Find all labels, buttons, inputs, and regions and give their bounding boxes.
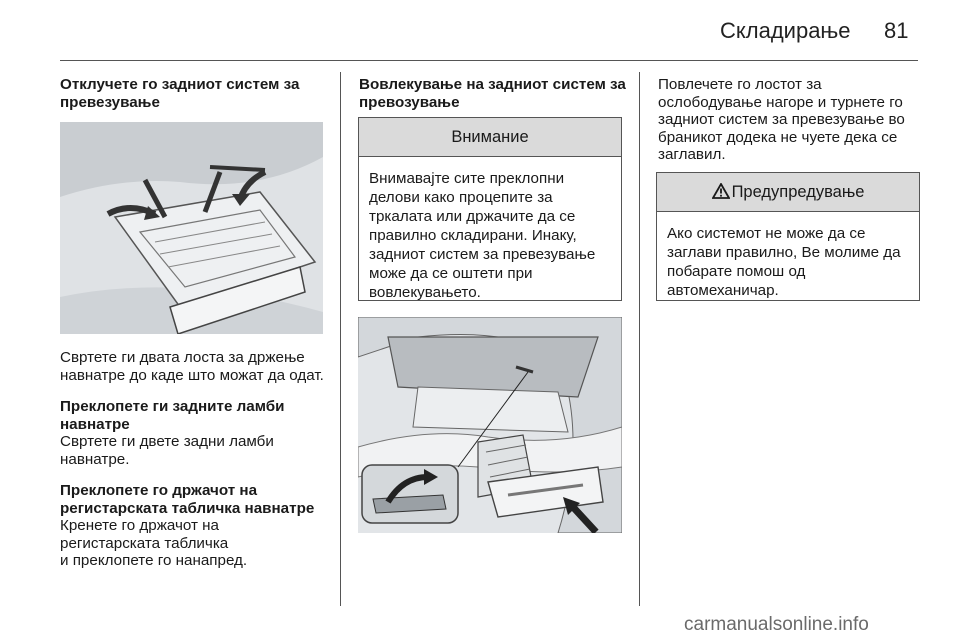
step-plate-holder-text-3: и преклопете го нанапред. — [60, 552, 248, 569]
notice-text: Внимавајте сите преклопни делови како процепите за тркалата или држачите да се правилно складирани. Инаку, задниот систем за превезување може да се оштети при вовлекувањето. — [369, 170, 596, 301]
column-divider-1 — [340, 72, 341, 606]
column-divider-2 — [639, 72, 640, 606]
step-plate-holder-title: Преклопете го држачот на регистарската табличка навнатре — [60, 482, 315, 517]
figure-carrier-levers — [60, 122, 323, 334]
warning-title: Предупредување — [731, 183, 865, 201]
step-plate-holder-text-1: Кренете го држачот на — [60, 517, 220, 534]
column-1 — [60, 76, 330, 111]
step-plate-holder-text-2: регистарската табличка — [60, 534, 229, 552]
column-1-text — [60, 349, 332, 570]
caption-unlock: Свртете ги двата лоста за држење навнатре до каде што можат да одат. — [60, 349, 324, 384]
carrier-retract-illustration — [358, 317, 622, 533]
section-heading-retract: Вовлекување на задниот систем за превозување — [359, 76, 626, 111]
column-3 — [658, 76, 920, 164]
page-title: Складирање — [720, 18, 851, 43]
warning-box — [656, 172, 920, 301]
warning-triangle-icon — [712, 183, 730, 199]
notice-box — [358, 117, 622, 301]
warning-text: Ако системот не може да се заглави правилно, Ве молиме да побарате помош од автомеханичар. — [667, 225, 901, 299]
step-fold-lamps-text: Свртете ги двете задни ламби навнатре. — [60, 433, 274, 468]
carrier-levers-illustration — [60, 122, 323, 334]
column-2 — [359, 76, 627, 111]
section-heading-unlock: Отклучете го задниот систем за превезување — [60, 76, 300, 111]
header-divider — [60, 60, 918, 61]
watermark: carmanualsonline.info — [684, 614, 869, 635]
warning-header — [657, 173, 919, 212]
page-number: 81 — [884, 18, 909, 43]
figure-carrier-retract — [358, 317, 622, 533]
release-instructions: Повлечете го лостот за ослободување нагоре и турнете го задниот систем за превезување во браникот додека не чуете дека се заглавил. — [658, 76, 905, 163]
notice-title: Внимание — [359, 118, 621, 157]
step-fold-lamps-title: Преклопете ги задните ламби навнатре — [60, 398, 285, 433]
